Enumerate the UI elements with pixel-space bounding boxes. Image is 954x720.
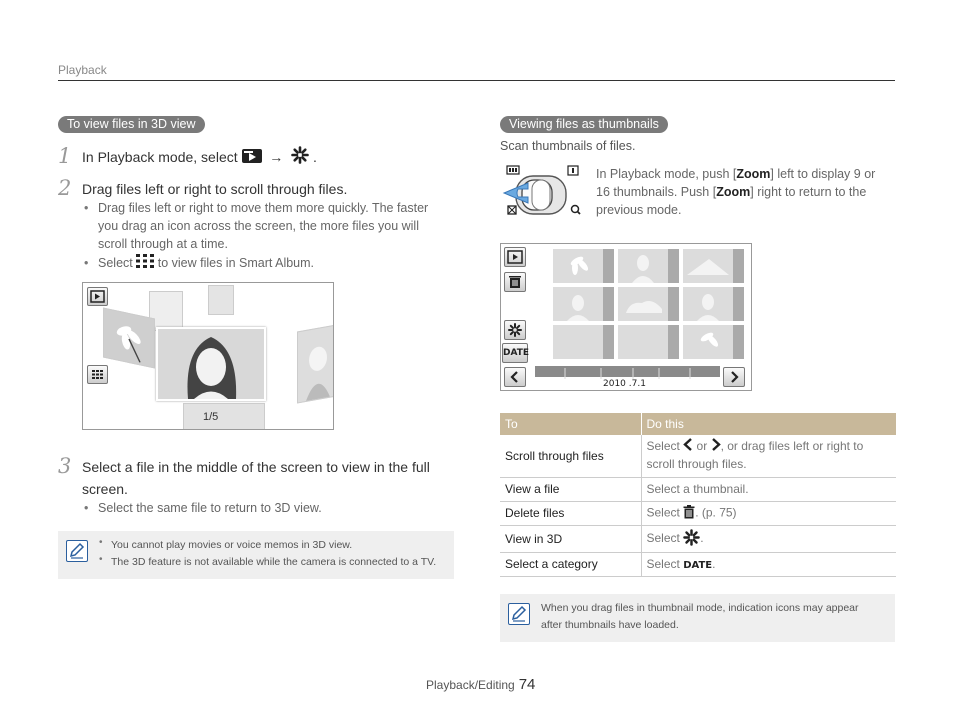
- table-cell: View in 3D: [500, 525, 641, 552]
- table-cell: Select DATE.: [641, 552, 896, 576]
- step-2-text: Drag files left or right to scroll through files.: [82, 181, 348, 197]
- note-pencil-icon: [508, 603, 530, 625]
- thumbnail-screenshot: [500, 243, 752, 391]
- file-counter: 1/5: [203, 411, 219, 423]
- timeline-bar[interactable]: [535, 366, 720, 377]
- smart-album-icon: [136, 254, 154, 273]
- delete-button[interactable]: [504, 272, 526, 292]
- note-pencil-icon: [66, 540, 88, 562]
- playback-button[interactable]: [504, 247, 526, 267]
- 3d-view-screenshot: [82, 282, 334, 430]
- chevron-left-icon: [683, 438, 693, 456]
- page-footer: [426, 676, 535, 693]
- step-number: 1: [58, 144, 72, 168]
- 3d-view-icon: [683, 529, 700, 549]
- step-3-bullet: • Select the same file to return to 3D view.: [98, 499, 446, 517]
- thumbnails-intro: Scan thumbnails of files.: [500, 139, 636, 153]
- table-cell: Delete files: [500, 501, 641, 525]
- header-rule: [58, 80, 895, 81]
- thumbnail[interactable]: [618, 325, 679, 359]
- date-category-button[interactable]: DATE: [502, 343, 528, 363]
- playback-button[interactable]: [87, 287, 108, 306]
- date-label-icon: DATE: [683, 560, 713, 571]
- table-row: [500, 552, 896, 576]
- step-2-bullet-smart-album: [98, 254, 446, 273]
- thumbnail[interactable]: [683, 249, 744, 283]
- step-number: 3: [58, 454, 72, 478]
- thumbnail[interactable]: [618, 249, 679, 283]
- table-cell: Select a thumbnail.: [641, 477, 896, 501]
- note-box: You cannot play movies or voice memos in 3D view. The 3D feature is not available while the camera is connected to a TV. • •: [58, 531, 454, 579]
- table-cell: Select .: [641, 525, 896, 552]
- note-item: The 3D feature is not available while the camera is connected to a TV.: [111, 556, 437, 568]
- step-1-text: In Playback mode, select → .: [82, 146, 317, 170]
- table-row: [500, 477, 896, 501]
- thumbnail[interactable]: [683, 325, 744, 359]
- table-row: [500, 501, 896, 525]
- photo-frame: [208, 285, 234, 315]
- zoom-key-label: Zoom: [716, 185, 751, 199]
- table-cell: View a file: [500, 477, 641, 501]
- step-3-text: Select a file in the middle of the screen to view in the full screen.: [82, 459, 430, 497]
- section-pill-thumbnails: Viewing files as thumbnails: [500, 116, 668, 133]
- table-header: To: [500, 413, 641, 435]
- scroll-right-button[interactable]: [723, 367, 745, 387]
- photo-frame: [183, 403, 265, 430]
- smart-album-button[interactable]: [87, 365, 108, 384]
- step-1-text-before: In Playback mode, select: [82, 149, 238, 165]
- thumbnail[interactable]: [553, 249, 614, 283]
- scroll-left-button[interactable]: [504, 367, 526, 387]
- thumbnail[interactable]: [683, 287, 744, 321]
- thumbnail[interactable]: [553, 325, 614, 359]
- chevron-right-icon: [711, 438, 721, 456]
- photo-frame: [297, 324, 334, 403]
- 3d-view-icon: [291, 146, 309, 170]
- photo-frame: [103, 307, 155, 368]
- note-box: [500, 594, 895, 642]
- zoom-key-label: Zoom: [736, 167, 771, 181]
- zoom-instructions: In Playback mode, push [Zoom] left to display 9 or 16 thumbnails. Push [Zoom] right to return to the previous mode.: [596, 167, 876, 217]
- bullet-text-before: Select: [98, 256, 133, 270]
- footer-section: Playback/Editing: [426, 678, 515, 692]
- bullet-text-after: to view files in Smart Album.: [157, 256, 315, 270]
- step-2-bullet: • Drag files left or right to move them more quickly. The faster you drag an icon across the screen, the more files you will scroll through at a time.: [98, 199, 446, 253]
- timeline-date: 2010 .7.1: [603, 379, 646, 389]
- table-header: Do this: [641, 413, 896, 435]
- note-item: When you drag files in thumbnail mode, indication icons may appear after thumbnails have loaded.: [541, 602, 859, 631]
- section-pill-3d-view: To view files in 3D view: [58, 116, 205, 133]
- zoom-lever-illustration: [500, 160, 588, 220]
- actions-table: [500, 413, 896, 577]
- table-cell: Select a category: [500, 552, 641, 576]
- table-cell: Scroll through files: [500, 435, 641, 477]
- table-row: [500, 435, 896, 477]
- step-1-text-after: .: [312, 149, 317, 165]
- thumbnail[interactable]: [553, 287, 614, 321]
- step-number: 2: [58, 176, 72, 200]
- trash-icon: [683, 505, 695, 522]
- note-item: You cannot play movies or voice memos in 3D view.: [111, 539, 353, 551]
- table-cell: Select . (p. 75): [641, 501, 896, 525]
- section-label: Playback: [58, 63, 107, 77]
- center-photo[interactable]: [156, 327, 266, 401]
- 3d-view-button[interactable]: [504, 320, 526, 340]
- thumbnail[interactable]: [618, 287, 679, 321]
- playback-icon: [242, 147, 262, 169]
- table-cell: Select or , or drag files left or right to scroll through files.: [641, 435, 896, 477]
- page-number: 74: [518, 676, 536, 693]
- table-row: [500, 525, 896, 552]
